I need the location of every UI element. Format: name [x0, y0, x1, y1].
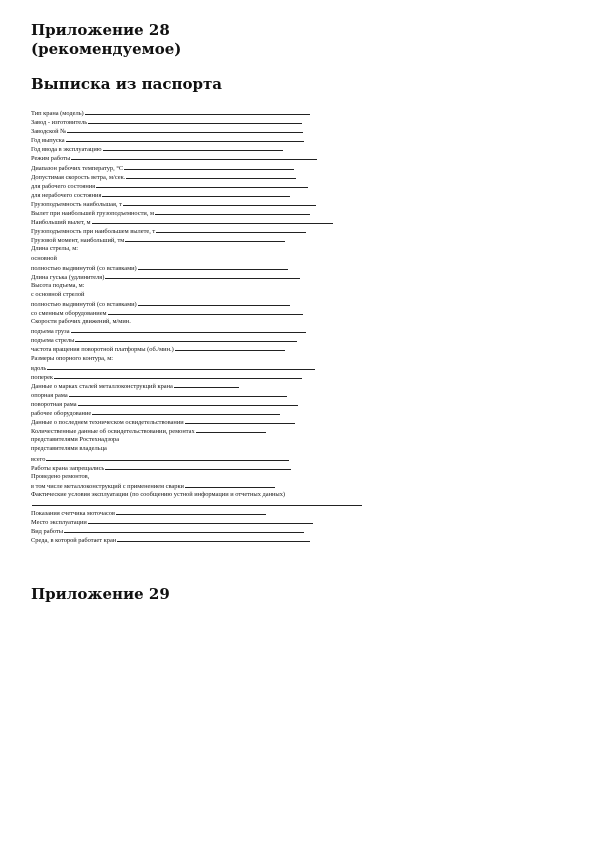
- form-field-row: [31, 226, 571, 235]
- form-field-row: [31, 181, 571, 190]
- form-field-label: Вид работы: [31, 528, 64, 536]
- form-field-blank-line: [174, 381, 239, 388]
- form-field-blank-line: [92, 217, 333, 224]
- form-field-row: [31, 244, 571, 253]
- form-field-row: [31, 290, 571, 299]
- form-field-blank-line: [103, 144, 283, 151]
- form-field-row: [31, 153, 571, 162]
- form-field-row: [31, 499, 571, 508]
- form-field-label: Место эксплуатации: [31, 519, 87, 527]
- form-field-blank-line: [66, 135, 304, 142]
- form-field-row: [31, 335, 571, 344]
- form-field-label: вдоль: [31, 364, 47, 372]
- form-field-blank-line: [185, 417, 295, 424]
- form-field-blank-line: [85, 108, 310, 115]
- form-field-blank-line: [75, 335, 297, 342]
- form-field-label: Год ввода в эксплуатацию: [31, 146, 102, 154]
- form-field-label: Среда, в которой работает кран: [31, 537, 117, 545]
- form-field-label: Грузоподъемность при наибольшем вылете, т: [31, 228, 156, 236]
- form-field-label: с основной стрелой: [31, 290, 85, 298]
- form-field-blank-line: [102, 190, 290, 197]
- form-field-label: Данные о марках сталей металлоконструкций крана: [31, 382, 173, 390]
- form-field-blank-line: [196, 426, 266, 433]
- form-field-label: поперек: [31, 373, 54, 381]
- form-field-label: Режим работы: [31, 155, 71, 163]
- form-field-row: [31, 117, 571, 126]
- form-field-label: Работы крана запрещались: [31, 464, 105, 472]
- form-field-label: полностью выдвинутой (со вставками): [31, 300, 137, 308]
- form-field-label: Высота подъема, м:: [31, 281, 85, 289]
- form-field-blank-line: [138, 299, 290, 306]
- form-field-blank-line: [116, 508, 266, 515]
- form-field-row: [31, 354, 571, 363]
- form-field-blank-line: [78, 399, 298, 406]
- form-field-label: Грузовой момент, наибольший, тм: [31, 237, 125, 245]
- form-field-label: Завод - изготовитель: [31, 119, 88, 127]
- form-field-row: [31, 163, 571, 172]
- form-field-row: [31, 308, 571, 317]
- form-field-label: Количественные данные об освидетельствовании, ремонтах: [31, 428, 195, 436]
- form-field-row: [31, 263, 571, 272]
- form-field-label: Наибольший вылет, м: [31, 219, 91, 227]
- form-field-label: со сменным оборудованием: [31, 310, 107, 318]
- form-field-row: [31, 254, 571, 263]
- form-field-blank-line: [123, 199, 316, 206]
- passport-extract-title: Выписка из паспорта: [31, 75, 222, 93]
- form-field-label: представителями Ростехнадзора: [31, 436, 120, 444]
- form-field-label: для рабочего состояния: [31, 182, 96, 190]
- form-field-row: [31, 463, 571, 472]
- form-field-label: Тип крана (модель): [31, 110, 84, 117]
- form-field-row: [31, 390, 571, 399]
- form-field-blank-line: [138, 263, 288, 270]
- form-field-blank-line: [88, 117, 302, 124]
- form-field-blank-line: [117, 535, 310, 542]
- form-field-row: [31, 108, 571, 117]
- form-field-blank-line: [88, 517, 313, 524]
- form-field-blank-line: [71, 326, 306, 333]
- form-field-row: [31, 126, 571, 135]
- form-field-blank-line: [175, 344, 285, 351]
- form-field-row: [31, 144, 571, 153]
- form-field-label: подъема стрелы: [31, 337, 75, 345]
- form-field-row: [31, 417, 571, 426]
- form-field-row: [31, 208, 571, 217]
- form-field-row: [31, 535, 571, 544]
- form-field-row: [31, 444, 571, 453]
- form-field-label: рабочее оборудование: [31, 410, 92, 418]
- form-field-blank-line: [54, 372, 302, 379]
- form-field-row: [31, 399, 571, 408]
- form-field-row: [31, 135, 571, 144]
- form-field-label: Показания счетчика моточасов: [31, 510, 116, 518]
- form-field-label: Длина гуська (удлинителя): [31, 273, 105, 281]
- appendix-28-number: Приложение 28: [31, 21, 170, 39]
- form-field-label: Длина стрелы, м:: [31, 245, 79, 253]
- form-field-blank-line: [67, 126, 303, 133]
- form-field-blank-line: [69, 390, 287, 397]
- form-field-label: Допустимая скорость ветра, м/сек.: [31, 173, 126, 181]
- form-field-label: Грузоподъемность наибольшая, т: [31, 200, 122, 208]
- form-field-row: [31, 217, 571, 226]
- form-field-label: Заводской №: [31, 128, 67, 136]
- form-field-label: Вылет при наибольшей грузоподъемности, м: [31, 210, 155, 218]
- form-field-row: [31, 481, 571, 490]
- form-field-blank-line: [71, 153, 317, 160]
- appendix-28-heading: [31, 21, 181, 59]
- form-field-blank-line: [108, 308, 303, 315]
- form-field-row: [31, 299, 571, 308]
- form-field-label: Диапазон рабочих температур, °С: [31, 164, 124, 172]
- form-field-blank-line: [64, 526, 304, 533]
- form-field-row: [31, 508, 571, 517]
- form-field-blank-line: [105, 272, 300, 279]
- form-field-blank-line: [126, 172, 296, 179]
- form-field-label: Проведено ремонтов,: [31, 472, 90, 480]
- form-field-row: [31, 363, 571, 372]
- form-field-row: [31, 281, 571, 290]
- form-field-row: [31, 472, 571, 481]
- form-field-row: [31, 317, 571, 326]
- form-field-row: [31, 490, 571, 499]
- form-field-blank-line: [96, 181, 308, 188]
- form-field-row: [31, 326, 571, 335]
- form-field-row: [31, 517, 571, 526]
- form-field-label: всего: [31, 455, 46, 463]
- form-field-label: Данные о последнем техническом освидетельствовании: [31, 419, 184, 427]
- form-field-blank-line: [92, 408, 280, 415]
- form-field-row: [31, 381, 571, 390]
- form-field-row: [31, 272, 571, 281]
- form-field-row: [31, 454, 571, 463]
- form-field-label: подъема груза: [31, 328, 70, 336]
- form-field-row: [31, 426, 571, 435]
- form-field-row: [31, 172, 571, 181]
- form-field-label: полностью выдвинутой (со вставками): [31, 264, 137, 272]
- form-field-label: Размеры опорного контура, м:: [31, 354, 114, 362]
- form-field-blank-line: [124, 163, 294, 170]
- form-field-row: [31, 344, 571, 353]
- passport-form: [31, 108, 571, 545]
- form-field-label: Год выпуска: [31, 137, 65, 145]
- form-field-label: частота вращения поворотной платформы (об./мин.): [31, 346, 174, 354]
- form-field-blank-line: [105, 463, 291, 470]
- form-field-blank-line: [125, 235, 285, 242]
- form-field-blank-line: [47, 363, 315, 370]
- form-field-row: [31, 235, 571, 244]
- form-field-blank-line: [155, 208, 310, 215]
- form-field-label: опорная рама: [31, 391, 68, 399]
- form-field-blank-line: [156, 226, 306, 233]
- form-field-row: [31, 199, 571, 208]
- form-field-label: поворотная рама: [31, 401, 77, 408]
- form-field-row: [31, 408, 571, 417]
- form-field-row: [31, 526, 571, 535]
- form-field-blank-line: [32, 499, 362, 506]
- form-field-label: в том числе металлоконструкций с применением сварки: [31, 482, 184, 490]
- form-field-label: Скорости рабочих движений, м/мин.: [31, 318, 131, 326]
- form-field-label: основной: [31, 254, 57, 262]
- form-field-blank-line: [185, 481, 275, 488]
- form-field-label: Фактические условия эксплуатации (по сообщению устной информации и отчетных данных): [31, 490, 286, 498]
- form-field-row: [31, 435, 571, 444]
- form-field-label: для нерабочего состояния: [31, 191, 102, 199]
- form-field-row: [31, 372, 571, 381]
- appendix-29-heading: Приложение 29: [31, 585, 170, 603]
- form-field-label: представителями владельца: [31, 445, 107, 453]
- form-field-row: [31, 190, 571, 199]
- form-field-blank-line: [46, 454, 289, 461]
- appendix-28-status: (рекомендуемое): [31, 40, 182, 58]
